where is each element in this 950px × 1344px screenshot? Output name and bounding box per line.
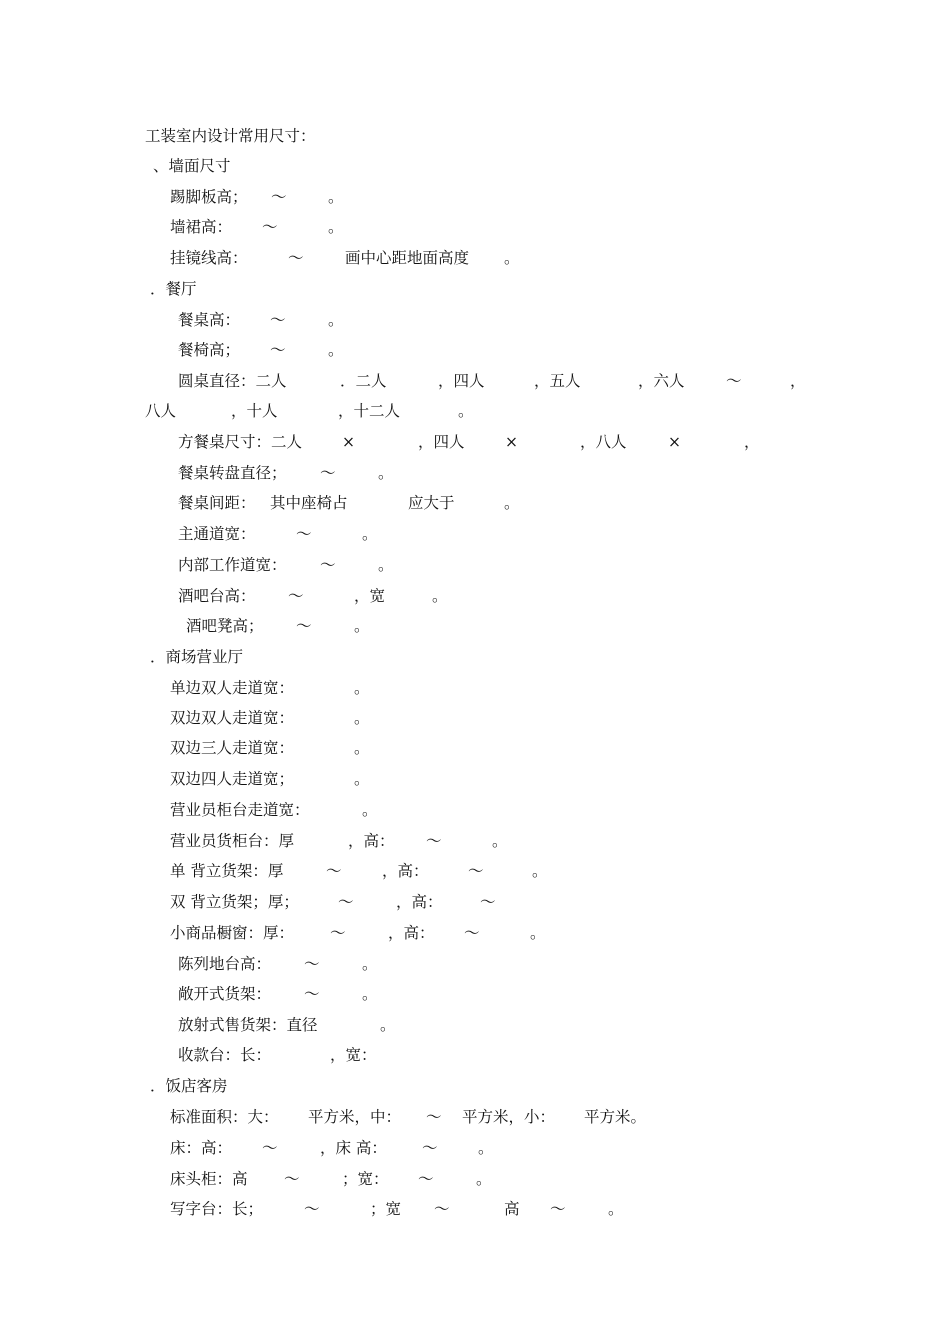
round-part: 八人: [145, 402, 177, 420]
tilde: ～: [304, 985, 320, 1003]
width-text: ，宽：: [330, 1046, 377, 1064]
item-label: 酒吧台高：: [178, 587, 256, 605]
item-label: 小商品橱窗：厚：: [170, 924, 295, 942]
bed-text: ，床 高：: [320, 1139, 387, 1157]
item-label: 敞开式货架：: [178, 985, 272, 1003]
tilde: ～: [284, 1170, 300, 1188]
item-label: 餐桌转盘直径；: [178, 464, 287, 482]
round-part: ，六人: [638, 372, 685, 390]
item-label: 餐桌间距：: [178, 494, 256, 512]
period: 。: [354, 709, 370, 727]
section-heading-mall: ．商场营业厅: [150, 648, 244, 666]
area-text: 平方米。: [584, 1108, 647, 1126]
period: 。: [432, 587, 448, 605]
tilde: ～: [304, 955, 320, 973]
tilde: ～: [304, 1200, 320, 1218]
item-label: 陈列地台高：: [178, 955, 272, 973]
item-label: 圆桌直径：二人: [178, 372, 287, 390]
tilde: ～: [262, 1139, 278, 1157]
item-label: 单边双人走道宽：: [170, 679, 295, 697]
item-label: 双边四人走道宽；: [170, 770, 295, 788]
round-part: ，五人: [534, 372, 581, 390]
period: 。: [328, 218, 344, 236]
item-label: 挂镜线高：: [170, 249, 248, 267]
height-text: ，高：: [348, 832, 395, 850]
square-part: ，四人: [418, 433, 465, 451]
round-part: ，四人: [438, 372, 485, 390]
round-part: ，十二人: [338, 402, 401, 420]
tilde: ～: [426, 1108, 442, 1126]
section-heading-wall: 、墙面尺寸: [153, 157, 231, 175]
item-label: 营业员柜台走道宽：: [170, 801, 310, 819]
area-text: 平方米，中：: [308, 1108, 402, 1126]
spacing-text: 应大于: [408, 494, 455, 512]
item-label: 写字台：长；: [170, 1200, 264, 1218]
tilde: ～: [464, 924, 480, 942]
tilde: ～: [426, 832, 442, 850]
item-label: 双边双人走道宽：: [170, 709, 295, 727]
period: 。: [362, 955, 378, 973]
tilde: ～: [262, 218, 278, 236]
period: 。: [492, 832, 508, 850]
period: 。: [354, 770, 370, 788]
period: 。: [378, 464, 394, 482]
round-part: ，十人: [231, 402, 278, 420]
times-sign: ×: [342, 433, 355, 451]
period: 。: [328, 341, 344, 359]
period: 。: [354, 679, 370, 697]
comma: ，: [744, 433, 760, 451]
period: 。: [362, 525, 378, 543]
tilde: ～: [468, 862, 484, 880]
area-text: 平方米，小：: [462, 1108, 556, 1126]
item-label: 酒吧凳高；: [186, 617, 264, 635]
item-label: 餐桌高：: [178, 311, 241, 329]
item-label: 餐椅高；: [178, 341, 241, 359]
tilde: ～: [288, 249, 304, 267]
item-label: 墙裙高：: [170, 218, 233, 236]
period: 。: [478, 1139, 494, 1157]
tilde: ～: [270, 311, 286, 329]
item-label: 主通道宽：: [178, 525, 256, 543]
bar-width-text: ，宽: [354, 587, 386, 605]
tilde: ～: [271, 188, 287, 206]
item-label: 踢脚板高；: [170, 188, 248, 206]
height-text: ，高：: [382, 862, 429, 880]
item-label: 营业员货柜台：厚: [170, 832, 295, 850]
round-part: ．二人: [340, 372, 387, 390]
period: 。: [354, 617, 370, 635]
comma: ，: [790, 372, 806, 390]
item-label: 床头柜：高: [170, 1170, 248, 1188]
period: 。: [504, 494, 520, 512]
tilde: ～: [288, 587, 304, 605]
section-heading-dining: ．餐厅: [150, 280, 197, 298]
tilde: ～: [320, 464, 336, 482]
period: 。: [530, 924, 546, 942]
period: 。: [362, 801, 378, 819]
period: 。: [380, 1016, 396, 1034]
note-text: 画中心距地面高度: [345, 249, 470, 267]
tilde: ～: [418, 1170, 434, 1188]
period: 。: [476, 1170, 492, 1188]
tilde: ～: [296, 617, 312, 635]
item-label: 单 背立货架：厚: [170, 862, 284, 880]
item-label: 双边三人走道宽：: [170, 739, 295, 757]
square-part: ，八人: [580, 433, 627, 451]
item-label: 标准面积：大：: [170, 1108, 279, 1126]
times-sign: ×: [668, 433, 681, 451]
tilde: ～: [296, 525, 312, 543]
tilde: ～: [270, 341, 286, 359]
height-text: ，高：: [388, 924, 435, 942]
tilde: ～: [480, 893, 496, 911]
period: 。: [608, 1200, 624, 1218]
item-label: 放射式售货架：直径: [178, 1016, 318, 1034]
tilde: ～: [422, 1139, 438, 1157]
period: 。: [504, 249, 520, 267]
spacing-text: 其中座椅占: [270, 494, 348, 512]
period: 。: [458, 402, 474, 420]
times-sign: ×: [505, 433, 518, 451]
tilde: ～: [320, 556, 336, 574]
height-text: ，高：: [396, 893, 443, 911]
tilde: ～: [338, 893, 354, 911]
tilde: ～: [434, 1200, 450, 1218]
width-text: ；宽: [370, 1200, 402, 1218]
period: 。: [532, 862, 548, 880]
item-label: 床：高：: [170, 1139, 233, 1157]
item-label: 内部工作道宽：: [178, 556, 287, 574]
item-label: 收款台：长：: [178, 1046, 272, 1064]
period: 。: [354, 739, 370, 757]
width-text: ；宽：: [342, 1170, 389, 1188]
tilde: ～: [726, 372, 742, 390]
section-heading-hotel: ．饭店客房: [150, 1077, 228, 1095]
item-label: 方餐桌尺寸：二人: [178, 433, 303, 451]
page-title: 工装室内设计常用尺寸：: [145, 127, 316, 145]
period: 。: [362, 985, 378, 1003]
tilde: ～: [550, 1200, 566, 1218]
tilde: ～: [326, 862, 342, 880]
period: 。: [378, 556, 394, 574]
item-label: 双 背立货架；厚；: [170, 893, 299, 911]
period: 。: [328, 188, 344, 206]
height-text: 高: [504, 1200, 520, 1218]
period: 。: [328, 311, 344, 329]
tilde: ～: [330, 924, 346, 942]
